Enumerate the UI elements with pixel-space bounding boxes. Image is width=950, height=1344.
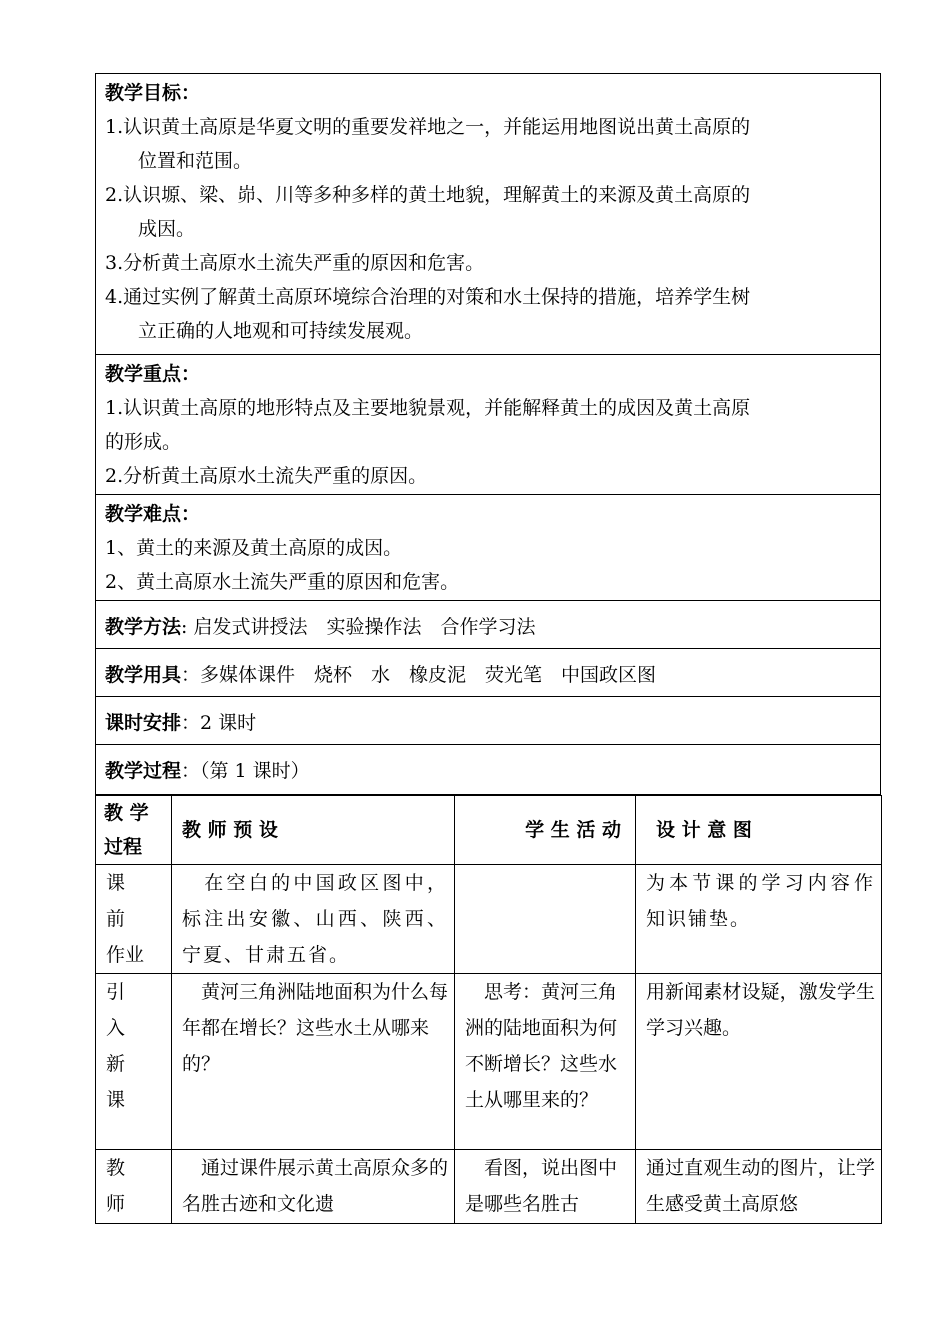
cell-teacher: 黄河三角洲陆地面积为什么每年都在增长？这些水土从哪来的？ [172,974,455,1150]
difficulties-title: 教学难点： [105,503,201,525]
tools-row [96,649,880,697]
objectives-title: 教学目标： [105,82,201,104]
objective-line: 3.分析黄土高原水土流失严重的原因和危害。 [105,252,485,274]
key-points-section [96,355,880,495]
table-row [96,865,882,974]
methods-label: 教学方法 [105,616,182,638]
header-student: 学 生 活 动 [455,796,636,865]
cell-student: 看图，说出图中是哪些名胜古 [455,1150,636,1224]
objective-item [105,246,871,280]
key-point-line: 的形成。 [105,431,182,453]
objective-line: 1.认识黄土高原是华夏文明的重要发祥地之一，并能运用地图说出黄土高原的 [105,116,751,138]
lesson-plan-box [95,73,881,795]
objective-line: 2.认识塬、梁、峁、川等多种多样的黄土地貌，理解黄土的来源及黄土高原的 [105,184,751,206]
header-intent: 设 计 意 图 [636,796,882,865]
schedule-value: ：2 课时 [181,712,257,734]
methods-value: : 启发式讲授法 实验操作法 合作学习法 [181,616,536,638]
difficulties-section [96,495,880,601]
cell-teacher: 在空白的中国政区图中，标注出安徽、山西、陕西、宁夏、甘肃五省。 [172,865,455,974]
cell-intent: 为本节课的学习内容作知识铺垫。 [636,865,882,974]
cell-intent: 通过直观生动的图片，让学生感受黄土高原悠 [636,1150,882,1224]
cell-intent: 用新闻素材设疑，激发学生学习兴趣。 [636,974,882,1150]
cell-stage: 引 入 新 课 [96,974,172,1150]
lesson-plan-sheet [95,73,881,1215]
key-points-title: 教学重点： [105,363,201,385]
key-point-line: 1.认识黄土高原的地形特点及主要地貌景观，并能解释黄土的成因及黄土高原 [105,397,751,419]
objective-item [105,110,871,178]
schedule-row [96,697,880,745]
difficulty-line: 1、黄土的来源及黄土高原的成因。 [105,537,403,559]
objective-line-continued: 成因。 [138,218,196,240]
objective-line-continued: 立正确的人地观和可持续发展观。 [138,320,424,342]
process-row [96,745,880,795]
cell-student [455,865,636,974]
key-point-line: 2.分析黄土高原水土流失严重的原因。 [105,465,428,487]
methods-row [96,601,880,649]
table-row [96,974,882,1150]
process-value: ：（第 1 课时） [181,760,310,782]
tools-label: 教学用具 [105,664,182,686]
objective-item [105,178,871,246]
header-teacher: 教 师 预 设 [172,796,455,865]
cell-teacher: 通过课件展示黄土高原众多的名胜古迹和文化遗 [172,1150,455,1224]
table-header-row [96,796,882,865]
header-stage: 教 学 过程 [96,796,172,865]
difficulty-line: 2、黄土高原水土流失严重的原因和危害。 [105,571,460,593]
cell-stage: 课 前 作业 [96,865,172,974]
process-label: 教学过程 [105,760,182,782]
objective-line-continued: 位置和范围。 [138,150,253,172]
cell-student: 思考：黄河三角洲的陆地面积为何不断增长？这些水土从哪里来的？ [455,974,636,1150]
tools-value: ：多媒体课件 烧杯 水 橡皮泥 荧光笔 中国政区图 [181,664,657,686]
schedule-label: 课时安排 [105,712,182,734]
table-row [96,1150,882,1224]
cell-stage: 教 师 [96,1150,172,1224]
objective-line: 4.通过实例了解黄土高原环境综合治理的对策和水土保持的措施，培养学生树 [105,286,751,308]
objectives-section [96,74,880,355]
process-table [95,795,882,1224]
objective-item [105,280,871,348]
